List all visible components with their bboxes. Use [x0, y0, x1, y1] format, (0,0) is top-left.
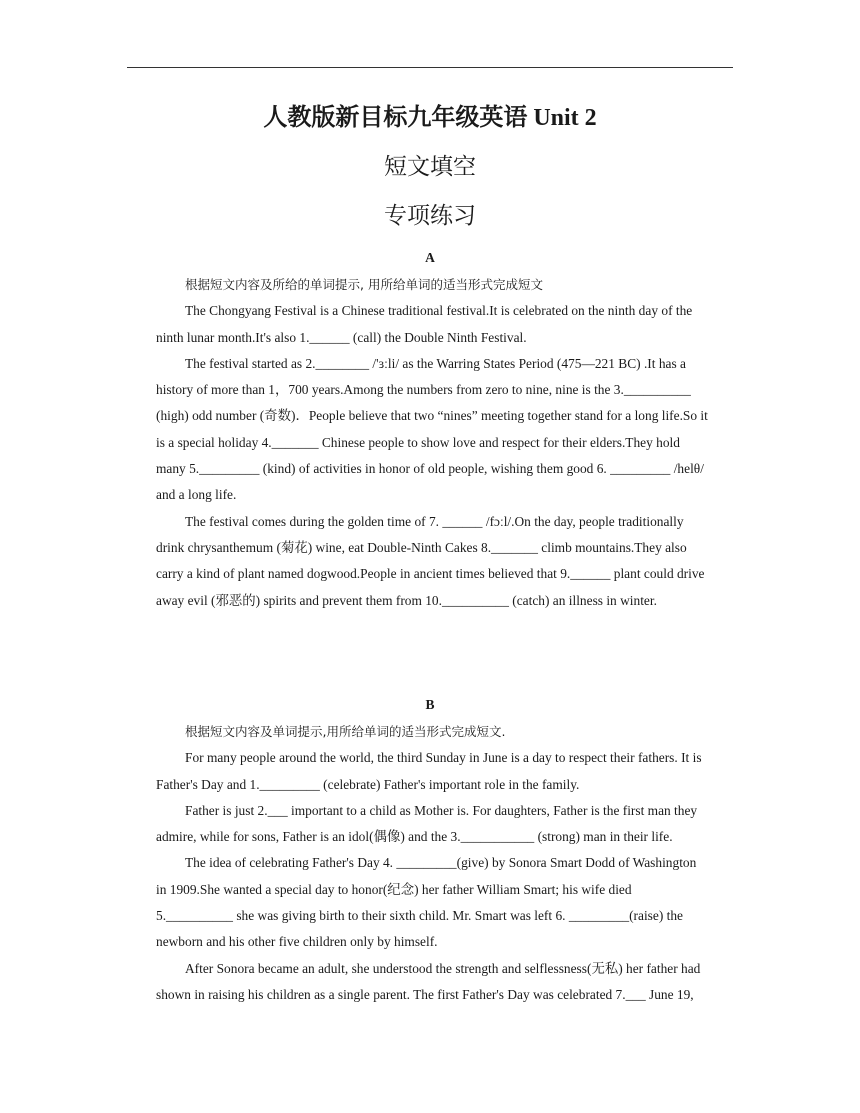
- text-line: The festival comes during the golden time of 7. ______ /fɔːl/.On the day, people traditionally: [185, 513, 684, 529]
- text-line: For many people around the world, the third Sunday in June is a day to respect their fathers. It is: [185, 750, 702, 766]
- text-line: (high) odd number (奇数)．People believe that two “nines” meeting together stand for a long life.So it: [156, 408, 708, 424]
- document-subtitle-practice: 专项练习: [384, 203, 476, 229]
- text-line: shown in raising his children as a single parent. The first Father's Day was celebrated 7.___ June 19,: [156, 986, 694, 1002]
- text-line: many 5._________ (kind) of activities in honor of old people, wishing them good 6. _________ /helθ/: [156, 461, 704, 477]
- section-b-text: [127, 719, 733, 1008]
- document-title: 人教版新目标九年级英语 Unit 2: [263, 105, 597, 131]
- text-line: The festival started as 2.________ /'ɜːli/ as the Warring States Period (475—221 BC) .It has a: [185, 355, 686, 371]
- section-b-instruction: 根据短文内容及单词提示,用所给单词的适当形式完成短文.: [185, 724, 506, 739]
- text-line: in 1909.She wanted a special day to honor(纪念) her father William Smart; his wife died: [156, 881, 632, 897]
- text-line: admire, while for sons, Father is an idol(偶像) and the 3.___________ (strong) man in their life.: [156, 829, 673, 845]
- text-line: drink chrysanthemum (菊花) wine, eat Double-Ninth Cakes 8._______ climb mountains.They also: [156, 539, 687, 555]
- text-line: The idea of celebrating Father's Day 4. _________(give) by Sonora Smart Dodd of Washington: [185, 855, 697, 871]
- section-b-label: B: [425, 697, 435, 712]
- header-rule: [127, 67, 733, 68]
- text-line: Father is just 2.___ important to a child as Mother is. For daughters, Father is the first man they: [185, 802, 698, 818]
- text-line: After Sonora became an adult, she understood the strength and selflessness(无私) her father had: [185, 960, 701, 976]
- text-line: Father's Day and 1._________ (celebrate) Father's important role in the family.: [156, 776, 580, 792]
- text-line: The Chongyang Festival is a Chinese traditional festival.It is celebrated on the ninth day of the: [185, 303, 693, 319]
- document-subtitle-type: 短文填空: [384, 154, 476, 180]
- section-a-label: A: [425, 250, 435, 265]
- text-line: is a special holiday 4._______ Chinese people to show love and respect for their elders.They hold: [156, 434, 680, 450]
- section-a-text: [127, 272, 733, 614]
- section-a-instruction: 根据短文内容及所给的单词提示, 用所给单词的适当形式完成短文: [185, 277, 543, 292]
- section-a: [127, 248, 733, 614]
- text-line: ninth lunar month.It's also 1.______ (call) the Double Ninth Festival.: [156, 329, 527, 345]
- text-line: history of more than 1，700 years.Among the numbers from zero to nine, nine is the 3.__________: [156, 382, 691, 398]
- text-line: newborn and his other five children only by himself.: [156, 934, 438, 950]
- text-line: and a long life.: [156, 487, 237, 503]
- section-b: [127, 695, 733, 1008]
- text-line: away evil (邪恶的) spirits and prevent them from 10.__________ (catch) an illness in winter.: [156, 592, 657, 608]
- text-line: carry a kind of plant named dogwood.People in ancient times believed that 9.______ plant could drive: [156, 566, 705, 582]
- text-line: 5.__________ she was giving birth to their sixth child. Mr. Smart was left 6. _________(raise) the: [156, 908, 684, 924]
